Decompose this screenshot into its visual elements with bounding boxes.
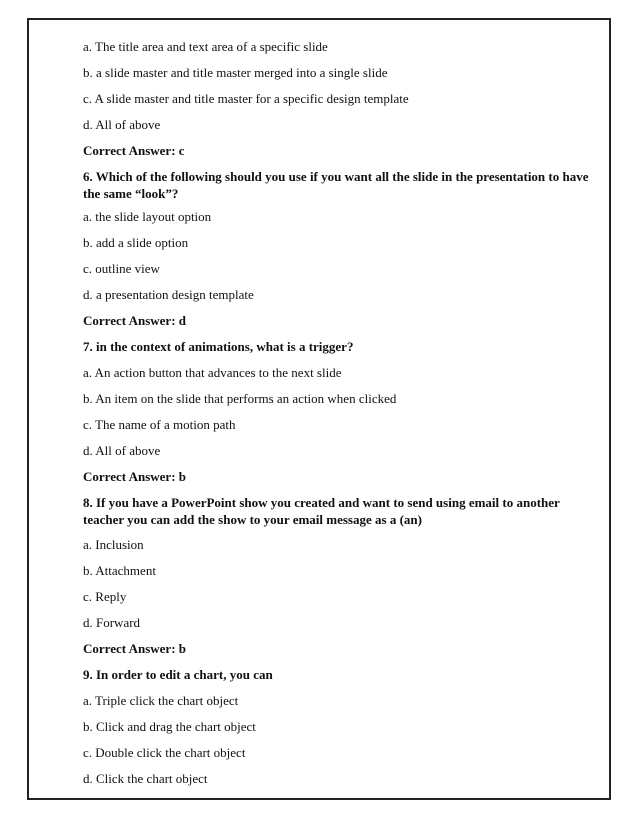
q5-option-d: d. All of above: [83, 117, 161, 132]
q9-option-c: c. Double click the chart object: [83, 745, 246, 760]
q8-option-b: b. Attachment: [83, 563, 156, 578]
q8-option-a: a. Inclusion: [83, 537, 144, 552]
q8-option-d: d. Forward: [83, 615, 141, 630]
q9-option-a: a. Triple click the chart object: [83, 693, 239, 708]
q8-question: 8. If you have a PowerPoint show you created and want to send using email to another teacher you can add the show to your email message as a (an): [83, 495, 560, 527]
q6-option-d: d. a presentation design template: [83, 287, 254, 302]
q6-option-b: b. add a slide option: [83, 235, 189, 250]
q6-option-a: a. the slide layout option: [83, 209, 212, 224]
q5-option-c: c. A slide master and title master for a specific design template: [83, 91, 409, 106]
q9-question: 9. In order to edit a chart, you can: [83, 667, 273, 682]
q7-option-b: b. An item on the slide that performs an action when clicked: [83, 391, 397, 406]
q7-option-d: d. All of above: [83, 443, 161, 458]
q9-option-b: b. Click and drag the chart object: [83, 719, 256, 734]
q5-option-a: a. The title area and text area of a specific slide: [83, 39, 328, 54]
q7-question: 7. in the context of animations, what is a trigger?: [83, 339, 354, 354]
q6-option-c: c. outline view: [83, 261, 160, 276]
q7-option-c: c. The name of a motion path: [83, 417, 236, 432]
q7-option-a: a. An action button that advances to the next slide: [83, 365, 342, 380]
q5-option-b: b. a slide master and title master merged into a single slide: [83, 65, 388, 80]
q9-option-d: d. Click the chart object: [83, 771, 208, 786]
q5-correct-answer: Correct Answer: c: [83, 143, 185, 158]
q7-correct-answer: Correct Answer: b: [83, 469, 187, 484]
q6-correct-answer: Correct Answer: d: [83, 313, 187, 328]
q8-option-c: c. Reply: [83, 589, 127, 604]
q8-correct-answer: Correct Answer: b: [83, 641, 187, 656]
q6-question: 6. Which of the following should you use if you want all the slide in the presentation to have the same “look”?: [83, 169, 589, 201]
